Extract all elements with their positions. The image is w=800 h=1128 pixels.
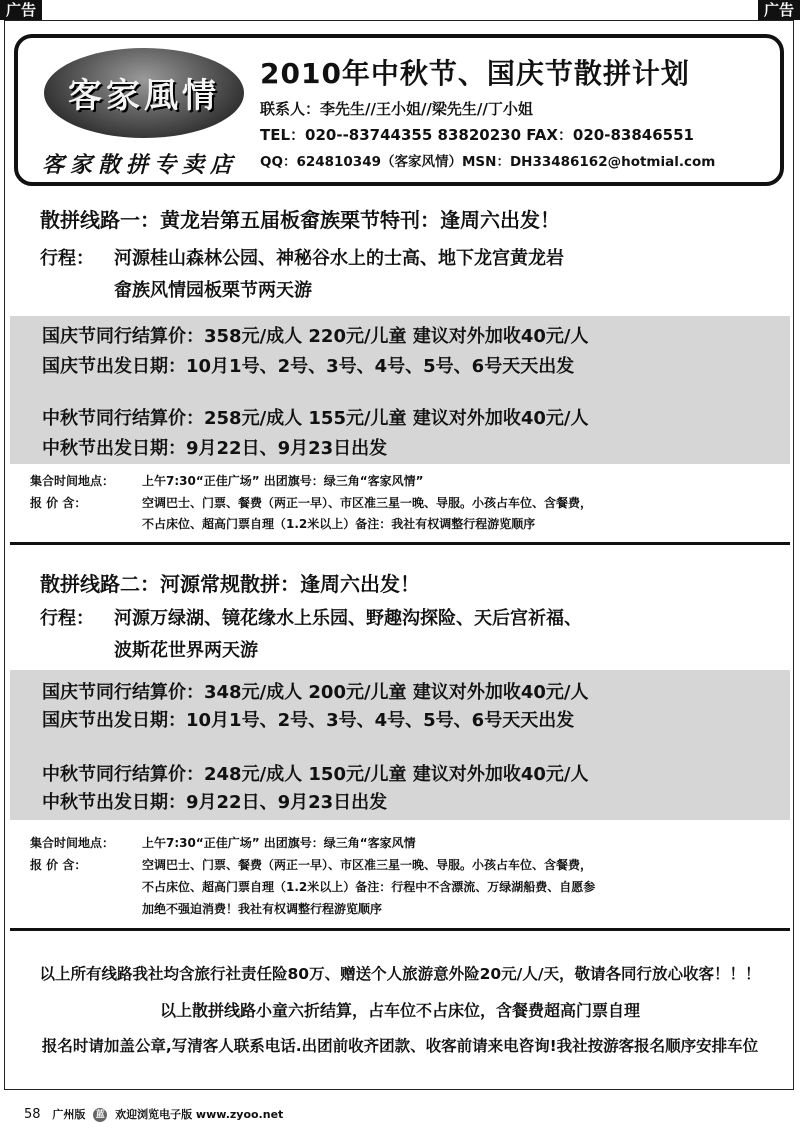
route1-itinerary-line2: 畲族风情园板栗节两天游 bbox=[114, 280, 312, 301]
route2-includes-label: 报 价 含： bbox=[30, 858, 87, 872]
website-link[interactable]: 欢迎浏览电子版 www.zyoo.net bbox=[115, 1108, 284, 1121]
route2-itinerary-line2: 波斯花世界两天游 bbox=[114, 640, 258, 661]
contact-qq: QQ：624810349（客家风情）MSN：DH33486162@hotmial.com bbox=[260, 154, 716, 170]
footer-divider bbox=[10, 928, 790, 931]
footer-insurance: 以上所有线路我社均含旅行社责任险80万、赠送个人旅游意外险20元/人/天，敬请各同行放心收客！！！ bbox=[39, 965, 761, 983]
route2-includes-2: 不占床位、超高门票自理（1.2米以上）备注：行程中不含漂流、万绿湖船费、自愿参 bbox=[142, 880, 596, 894]
route1-includes-label: 报 价 含： bbox=[30, 496, 87, 510]
route1-midautumn-dates: 中秋节出发日期：9月22日、9月23日出发 bbox=[42, 438, 388, 459]
logo-image bbox=[44, 48, 244, 138]
route2-itinerary-label: 行程： bbox=[40, 608, 94, 629]
section-divider bbox=[10, 542, 790, 545]
ad-tag-right: 广告 bbox=[758, 0, 800, 20]
edition-label: 广州版 bbox=[52, 1108, 86, 1121]
route1-itinerary-label: 行程： bbox=[40, 248, 94, 269]
route1-national-price: 国庆节同行结算价：358元/成人 220元/儿童 建议对外加收40元/人 bbox=[42, 326, 589, 347]
route1-meet-label: 集合时间地点： bbox=[30, 474, 115, 488]
route1-includes-1: 空调巴士、门票、餐费（两正一早）、市区准三星一晚、导服。小孩占车位、含餐费， bbox=[142, 496, 593, 510]
route2-meet-label: 集合时间地点： bbox=[30, 836, 115, 850]
route2-meet-value: 上午7:30“正佳广场” 出团旗号：绿三角“客家风情 bbox=[142, 836, 416, 850]
route1-meet-value: 上午7:30“正佳广场” 出团旗号：绿三角“客家风情” bbox=[142, 474, 424, 488]
route1-title: 散拼线路一：黄龙岩第五届板畲族栗节特刊：逢周六出发！ bbox=[40, 208, 560, 232]
route2-national-dates: 国庆节出发日期：10月1号、2号、3号、4号、5号、6号天天出发 bbox=[42, 710, 575, 731]
page-number: 58 bbox=[24, 1107, 41, 1122]
route1-itinerary-line1: 河源桂山森林公园、神秘谷水上的士高、地下龙宫黄龙岩 bbox=[114, 248, 564, 269]
logo-subtitle: 客家散拼专卖店 bbox=[42, 152, 239, 178]
route1-includes-2: 不占床位、超高门票自理（1.2米以上）备注：我社有权调整行程游览顺序 bbox=[142, 517, 536, 531]
ad-tag-left: 广告 bbox=[0, 0, 42, 20]
route1-midautumn-price: 中秋节同行结算价：258元/成人 155元/儿童 建议对外加收40元/人 bbox=[42, 408, 589, 429]
edition-badge-icon: 蓝 bbox=[93, 1108, 107, 1122]
route2-includes-1: 空调巴士、门票、餐费（两正一早）、市区准三星一晚、导服。小孩占车位、含餐费， bbox=[142, 858, 593, 872]
route2-midautumn-dates: 中秋节出发日期：9月22日、9月23日出发 bbox=[42, 792, 388, 813]
page-title: 2010年中秋节、国庆节散拼计划 bbox=[260, 57, 690, 90]
contact-phone: TEL：020--83744355 83820230 FAX：020-83846551 bbox=[260, 126, 694, 144]
route2-title: 散拼线路二：河源常规散拼：逢周六出发！ bbox=[40, 572, 420, 596]
footer-registration: 报名时请加盖公章,写清客人联系电话.出团前收齐团款、收客前请来电咨询!我社按游客报名顺序安排车位 bbox=[41, 1037, 759, 1055]
header-box bbox=[14, 34, 784, 186]
page-footer bbox=[24, 1106, 283, 1122]
route2-midautumn-price: 中秋节同行结算价：248元/成人 150元/儿童 建议对外加收40元/人 bbox=[42, 764, 589, 785]
route1-national-dates: 国庆节出发日期：10月1号、2号、3号、4号、5号、6号天天出发 bbox=[42, 356, 575, 377]
route2-includes-3: 加绝不强迫消费！我社有权调整行程游览顺序 bbox=[142, 902, 383, 916]
footer-child-price: 以上散拼线路小童六折结算，占车位不占床位，含餐费超高门票自理 bbox=[159, 1001, 640, 1020]
logo-text: 客家風情 bbox=[68, 76, 220, 116]
contact-persons: 联系人：李先生//王小姐//梁先生//丁小姐 bbox=[260, 100, 533, 118]
route2-itinerary-line1: 河源万绿湖、镜花缘水上乐园、野趣沟探险、天后宫祈福、 bbox=[114, 608, 582, 629]
route2-national-price: 国庆节同行结算价：348元/成人 200元/儿童 建议对外加收40元/人 bbox=[42, 682, 589, 703]
